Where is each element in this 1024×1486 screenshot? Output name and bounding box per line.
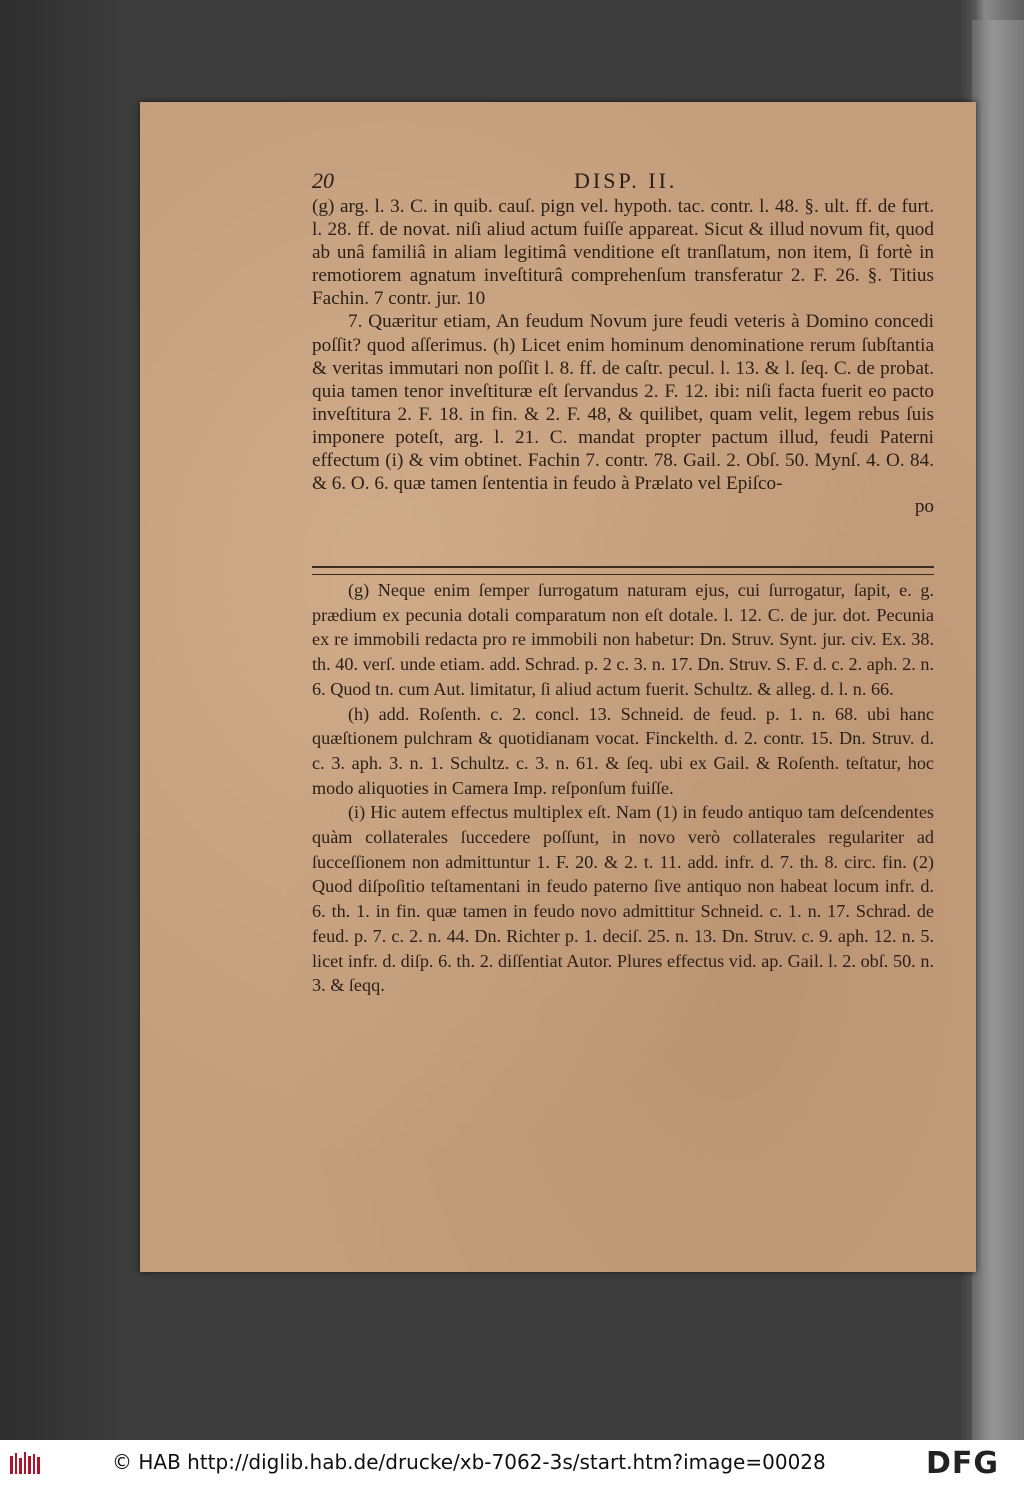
footnote: (h) add. Roſenth. c. 2. concl. 13. Schneid. de feud. p. 1. n. 68. ubi hanc quæſtionem pulchram & quotidianam vocat. Finckelth. d. 2. contr. 15. Dn. Struv. d. c. 3. aph. 3. n. 1. Schultz. c. 3. n. 61. & ſeq. ubi ex Gail. & Roſenth. teſtatur, hoc modo aliquoties in Camera Imp. reſponſum fuiſſe. [312,703,934,798]
main-paragraph: (g) arg. l. 3. C. in quib. cauſ. pign vel. hypoth. tac. contr. l. 48. §. ult. ff. de furt. l. 28. ff. de novat. niſi aliud actum fuiſſe appareat. Sicut & illud novum fit, quod ab unâ familiâ in aliam legitimâ venditione eſt tranſlatum, non item, ſi fortè in remotiorem agnatum inveſtiturâ comprehenſum transferatur 2. F. 26. §. Titius Fachin. 7 contr. jur. 10 [312,196,934,310]
catchword: po [914,496,934,518]
page-number: 20 [312,168,334,193]
main-text [312,195,934,518]
footnotes [312,578,934,998]
main-paragraph: 7. Quæritur etiam, An feudum Novum jure feudi veteris à Domino concedi poſſit? quod aſſerimus. (h) Licet enim hominum denominatione rerum ſubſtantia & veritas immutari non poſſit l. 8. ff. de caſtr. pecul. l. 13. & l. ſeq. C. de probat. quia tamen tenor inveſtituræ eſt ſervandus 2. F. 12. ibi: niſi facta fuerit eo pacto inveſtitura 2. F. 18. in fin. & 2. F. 48, & quilibet, quam velit, legem rebus ſuis imponere poteſt, arg. l. 21. C. mandat propter pactum illud, feudi Paterni effectum (i) & vim obtinet. Fachin 7. contr. 78. Gail. 2. Obſ. 50. Mynſ. 4. O. 84. & 6. O. 6. quæ tamen ſententia in feudo à Prælato vel Epiſco- [312,311,934,495]
viewer-footer [0,1440,1024,1486]
hab-barcode-logo-icon [8,1450,44,1478]
footnote: (g) Neque enim ſemper ſurrogatum naturam ejus, cui ſurrogatur, ſapit, e. g. prædium ex pecunia dotali comparatum non eſt dotale. l. 12. C. de jur. dot. Pecunia ex re immobili redacta pro re immobili non habetur: Dn. Struv. Synt. jur. civ. Ex. 38. th. 40. verſ. unde etiam. add. Schrad. p. 2 c. 3. n. 17. Dn. Struv. S. F. d. c. 2. aph. 2. n. 6. Quod tn. cum Aut. limitatur, ſi aliud actum fuerit. Schultz. & alleg. d. l. n. 66. [312,580,934,699]
book-edge-strip [972,20,1024,1440]
dfg-logo: DFG [926,1446,1000,1481]
source-citation-link[interactable]: © HAB http://diglib.hab.de/drucke/xb-7062-3s/start.htm?image=00028 [112,1450,826,1474]
footnote: (i) Hic autem effectus multiplex eſt. Nam (1) in feudo antiquo tam deſcendentes quàm collaterales ſuccedere poſſunt, in novo verò collaterales regulariter ad ſucceſſionem non admittuntur 1. F. 20. & 2. t. 11. add. infr. d. 7. th. 8. circ. fin. (2) Quod diſpoſitio teſtamentani in feudo paterno ſive antiquo non habeat locum infr. d. 6. th. 1. in fin. quæ tamen in feudo novo admittitur Schneid. c. 1. n. 17. Schrad. de feud. p. 7. c. 2. n. 44. Dn. Richter p. 1. deciſ. 25. n. 13. Dn. Struv. c. 9. aph. 12. n. 5. licet infr. d. diſp. 6. th. 2. diſſentiat Autor. Plures effectus vid. ap. Gail. l. 2. obſ. 50. n. 3. & ſeqq. [312,802,934,996]
running-head: DISP. II. [574,168,678,193]
page-header [312,168,934,192]
footnote-divider [312,566,934,575]
